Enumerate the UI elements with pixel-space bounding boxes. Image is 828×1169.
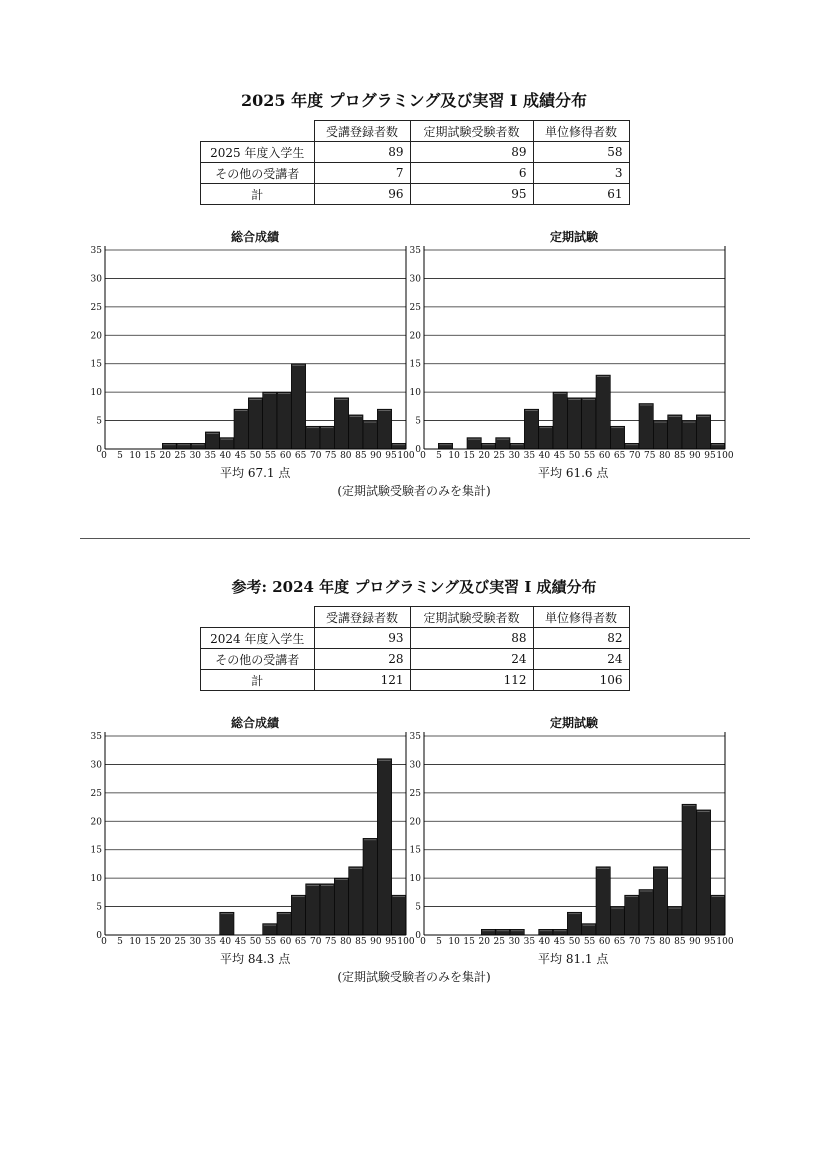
x-tick-label: 0 bbox=[101, 937, 107, 947]
x-tick-label: 40 bbox=[219, 937, 232, 947]
x-tick-label: 65 bbox=[613, 937, 626, 947]
y-tick-label: 0 bbox=[96, 931, 102, 941]
table-cell: 24 bbox=[533, 649, 629, 670]
histogram-bar bbox=[639, 890, 653, 935]
y-tick-label: 5 bbox=[96, 902, 102, 913]
table-cell: 106 bbox=[533, 670, 629, 691]
x-tick-label: 25 bbox=[493, 937, 505, 947]
histogram-bar bbox=[610, 907, 624, 935]
aggregation-note: (定期試験受験者のみを集計) bbox=[337, 970, 491, 984]
x-tick-label: 60 bbox=[279, 451, 292, 461]
x-tick-label: 15 bbox=[463, 937, 475, 947]
x-tick-label: 55 bbox=[583, 937, 596, 947]
table-header-cell: 受講登録者数 bbox=[314, 121, 410, 142]
x-tick-label: 20 bbox=[159, 937, 171, 947]
x-tick-label: 50 bbox=[568, 451, 581, 461]
histogram-bar bbox=[653, 867, 667, 935]
y-tick-label: 35 bbox=[409, 246, 421, 256]
chart-title: 総合成績 bbox=[230, 716, 279, 730]
table-cell: 88 bbox=[410, 628, 533, 649]
x-tick-label: 95 bbox=[385, 937, 397, 947]
histogram-bar bbox=[510, 929, 524, 935]
y-tick-label: 25 bbox=[90, 302, 102, 313]
x-tick-label: 15 bbox=[144, 937, 156, 947]
x-tick-label: 25 bbox=[493, 451, 505, 461]
x-tick-label: 70 bbox=[309, 937, 322, 947]
section-2-title: 参考: 2024 年度 プログラミング及び実習 I 成績分布 bbox=[231, 578, 597, 596]
x-tick-label: 60 bbox=[598, 451, 611, 461]
table-cell: 7 bbox=[314, 163, 410, 184]
y-tick-label: 25 bbox=[409, 302, 421, 313]
row-label: 2024 年度入学生 bbox=[201, 628, 315, 649]
table-cell: 112 bbox=[410, 670, 533, 691]
x-tick-label: 50 bbox=[249, 937, 262, 947]
histogram-bar bbox=[596, 867, 610, 935]
y-tick-label: 35 bbox=[90, 732, 102, 742]
y-tick-label: 25 bbox=[409, 788, 421, 799]
y-tick-label: 30 bbox=[409, 760, 421, 771]
histogram-bar bbox=[625, 895, 639, 935]
x-tick-label: 55 bbox=[583, 451, 596, 461]
x-tick-label: 25 bbox=[174, 937, 186, 947]
x-tick-label: 40 bbox=[219, 451, 232, 461]
x-tick-label: 80 bbox=[340, 937, 352, 947]
average-label: 平均 67.1 点 bbox=[220, 466, 291, 480]
x-tick-label: 65 bbox=[294, 451, 307, 461]
y-tick-label: 15 bbox=[409, 845, 421, 856]
row-label: 2025 年度入学生 bbox=[201, 142, 315, 163]
y-tick-label: 10 bbox=[90, 874, 102, 885]
table-header-cell: 定期試験受験者数 bbox=[410, 121, 533, 142]
y-tick-label: 5 bbox=[415, 416, 421, 427]
x-tick-label: 0 bbox=[420, 451, 426, 461]
x-tick-label: 5 bbox=[117, 451, 123, 461]
y-tick-label: 0 bbox=[415, 931, 421, 941]
table-cell: 24 bbox=[410, 649, 533, 670]
x-tick-label: 50 bbox=[568, 937, 581, 947]
section-1-title: 2025 年度 プログラミング及び実習 I 成績分布 bbox=[241, 91, 587, 110]
x-tick-label: 35 bbox=[204, 937, 217, 947]
x-tick-label: 45 bbox=[553, 937, 566, 947]
table-cell: 121 bbox=[314, 670, 410, 691]
y-tick-label: 30 bbox=[90, 760, 102, 771]
x-tick-label: 65 bbox=[294, 937, 307, 947]
x-tick-label: 35 bbox=[204, 451, 217, 461]
table-cell: 89 bbox=[410, 142, 533, 163]
table-cell: 6 bbox=[410, 163, 533, 184]
y-tick-label: 0 bbox=[96, 445, 102, 455]
x-tick-label: 75 bbox=[644, 937, 656, 947]
x-tick-label: 10 bbox=[129, 937, 141, 947]
row-label: その他の受講者 bbox=[201, 163, 315, 184]
x-tick-label: 0 bbox=[420, 937, 426, 947]
x-tick-label: 45 bbox=[234, 937, 247, 947]
x-tick-label: 20 bbox=[159, 451, 171, 461]
x-tick-label: 70 bbox=[309, 451, 322, 461]
x-tick-label: 10 bbox=[448, 937, 460, 947]
table-header-cell: 定期試験受験者数 bbox=[410, 607, 533, 628]
average-label: 平均 84.3 点 bbox=[220, 952, 291, 966]
x-tick-label: 75 bbox=[325, 937, 337, 947]
x-tick-label: 20 bbox=[478, 937, 490, 947]
x-tick-label: 10 bbox=[448, 451, 460, 461]
chart-title: 定期試験 bbox=[549, 230, 598, 244]
histogram-bar bbox=[481, 929, 495, 935]
aggregation-note: (定期試験受験者のみを集計) bbox=[337, 484, 491, 498]
x-tick-label: 40 bbox=[538, 937, 551, 947]
histogram-bar bbox=[682, 804, 696, 935]
row-label: 計 bbox=[201, 184, 315, 205]
y-tick-label: 15 bbox=[409, 359, 421, 370]
x-tick-label: 85 bbox=[674, 937, 686, 947]
x-tick-label: 80 bbox=[659, 451, 671, 461]
table-cell: 95 bbox=[410, 184, 533, 205]
y-tick-label: 20 bbox=[409, 331, 421, 342]
table-cell: 28 bbox=[314, 649, 410, 670]
x-tick-label: 60 bbox=[279, 937, 292, 947]
table-header-cell: 受講登録者数 bbox=[314, 607, 410, 628]
x-tick-label: 80 bbox=[340, 451, 352, 461]
y-tick-label: 15 bbox=[90, 359, 102, 370]
x-tick-label: 5 bbox=[436, 937, 442, 947]
y-tick-label: 20 bbox=[90, 817, 102, 828]
x-tick-label: 95 bbox=[704, 451, 716, 461]
x-tick-label: 85 bbox=[355, 937, 367, 947]
table-header-cell: 単位修得者数 bbox=[533, 121, 629, 142]
table-cell: 61 bbox=[533, 184, 629, 205]
x-tick-label: 30 bbox=[508, 451, 521, 461]
y-tick-label: 5 bbox=[415, 902, 421, 913]
row-label: その他の受講者 bbox=[201, 649, 315, 670]
x-tick-label: 45 bbox=[234, 451, 247, 461]
x-tick-label: 90 bbox=[689, 451, 701, 461]
x-tick-label: 70 bbox=[628, 937, 641, 947]
y-tick-label: 30 bbox=[409, 274, 421, 285]
x-tick-label: 15 bbox=[463, 451, 475, 461]
y-tick-label: 35 bbox=[90, 246, 102, 256]
x-tick-label: 35 bbox=[523, 937, 536, 947]
table-header-cell: 単位修得者数 bbox=[533, 607, 629, 628]
x-tick-label: 100 bbox=[397, 451, 415, 461]
x-tick-label: 35 bbox=[523, 451, 536, 461]
x-tick-label: 20 bbox=[478, 451, 490, 461]
table-cell: 96 bbox=[314, 184, 410, 205]
x-tick-label: 45 bbox=[553, 451, 566, 461]
y-tick-label: 20 bbox=[409, 817, 421, 828]
histogram-bar bbox=[696, 810, 710, 935]
histogram-bar bbox=[496, 929, 510, 935]
y-tick-label: 5 bbox=[96, 416, 102, 427]
x-tick-label: 100 bbox=[716, 451, 734, 461]
table-cell: 89 bbox=[314, 142, 410, 163]
x-tick-label: 0 bbox=[101, 451, 107, 461]
x-tick-label: 25 bbox=[174, 451, 186, 461]
histogram-bar bbox=[567, 912, 581, 935]
x-tick-label: 100 bbox=[397, 937, 415, 947]
x-tick-label: 85 bbox=[355, 451, 367, 461]
x-tick-label: 30 bbox=[189, 937, 202, 947]
x-tick-label: 85 bbox=[674, 451, 686, 461]
y-tick-label: 15 bbox=[90, 845, 102, 856]
chart-title: 定期試験 bbox=[549, 716, 598, 730]
x-tick-label: 100 bbox=[716, 937, 734, 947]
y-tick-label: 20 bbox=[90, 331, 102, 342]
x-tick-label: 65 bbox=[613, 451, 626, 461]
table-cell: 82 bbox=[533, 628, 629, 649]
chart-title: 総合成績 bbox=[230, 230, 279, 244]
y-tick-label: 25 bbox=[90, 788, 102, 799]
x-tick-label: 40 bbox=[538, 451, 551, 461]
x-tick-label: 90 bbox=[689, 937, 701, 947]
x-tick-label: 80 bbox=[659, 937, 671, 947]
x-tick-label: 30 bbox=[189, 451, 202, 461]
x-tick-label: 30 bbox=[508, 937, 521, 947]
histogram-bar bbox=[553, 929, 567, 935]
y-tick-label: 35 bbox=[409, 732, 421, 742]
x-tick-label: 75 bbox=[325, 451, 337, 461]
y-tick-label: 10 bbox=[90, 388, 102, 399]
average-label: 平均 61.6 点 bbox=[538, 466, 609, 480]
x-tick-label: 15 bbox=[144, 451, 156, 461]
histogram-bar bbox=[668, 907, 682, 935]
y-tick-label: 10 bbox=[409, 874, 421, 885]
x-tick-label: 55 bbox=[264, 937, 277, 947]
histogram-bar bbox=[539, 929, 553, 935]
x-tick-label: 55 bbox=[264, 451, 277, 461]
x-tick-label: 50 bbox=[249, 451, 262, 461]
y-tick-label: 10 bbox=[409, 388, 421, 399]
row-label: 計 bbox=[201, 670, 315, 691]
y-tick-label: 30 bbox=[90, 274, 102, 285]
histogram-bar bbox=[711, 895, 725, 935]
x-tick-label: 90 bbox=[370, 451, 382, 461]
x-tick-label: 60 bbox=[598, 937, 611, 947]
x-tick-label: 5 bbox=[436, 451, 442, 461]
x-tick-label: 90 bbox=[370, 937, 382, 947]
x-tick-label: 95 bbox=[385, 451, 397, 461]
y-tick-label: 0 bbox=[415, 445, 421, 455]
table-cell: 58 bbox=[533, 142, 629, 163]
x-tick-label: 95 bbox=[704, 937, 716, 947]
table-cell: 93 bbox=[314, 628, 410, 649]
x-tick-label: 10 bbox=[129, 451, 141, 461]
x-tick-label: 70 bbox=[628, 451, 641, 461]
average-label: 平均 81.1 点 bbox=[538, 952, 609, 966]
table-cell: 3 bbox=[533, 163, 629, 184]
x-tick-label: 5 bbox=[117, 937, 123, 947]
x-tick-label: 75 bbox=[644, 451, 656, 461]
